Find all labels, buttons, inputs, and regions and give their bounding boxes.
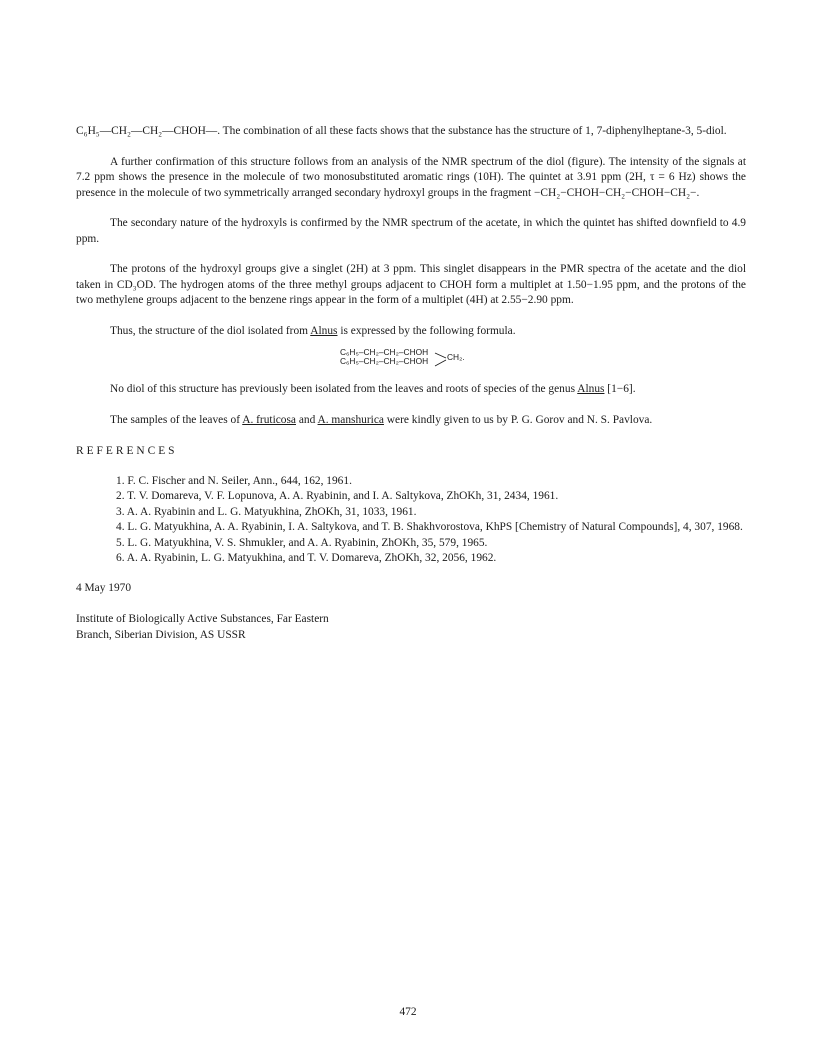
paragraph-nmr-analysis: A further confirmation of this structure follows from an analysis of the NMR spectrum of the diol (figure). The intensity of the signals at 7.2 ppm shows the presence in the molecule of two monosubstituted aromatic rings (10H). The quintet at 3.91 ppm (2H, τ = 6 Hz) shows the presence in the molecule of two symmetrically arranged secondary hydroxyl groups in the fragment −CH₂−CHOH−CH₂−CHOH−CH₂−. — [76, 155, 746, 199]
species-a-manshurica: A. manshurica — [317, 413, 384, 426]
ack-text-1: The samples of the leaves of — [110, 413, 243, 426]
article-body — [76, 124, 746, 643]
reference-item: 3. A. A. Ryabinin and L. G. Matyukhina, ZhOKh, 31, 1033, 1961. — [116, 505, 417, 518]
formula-line-2: C₆H₅–CH₂–CH₂–CHOH — [340, 356, 429, 366]
formula-bridge-ch2: CH₂. — [447, 352, 465, 362]
bond-upper — [435, 353, 446, 358]
bond-lower — [435, 360, 446, 366]
paragraph-hydroxyl-protons: The protons of the hydroxyl groups give a singlet (2H) at 3 ppm. This singlet disappears in the PMR spectra of the acetate and the diol taken in CD₃OD. The hydrogen atoms of the three methyl groups adjacent to CHOH form a multiplet at 1.50−1.95 ppm, and the protons of the two methylene groups adjacent to the benzene rings appear in the form of a multiplet (4H) at 2.55−2.90 ppm. — [76, 263, 746, 306]
reference-item: 4. L. G. Matyukhina, A. A. Ryabinin, I. A. Saltykova, and T. B. Shakhvorostova, KhPS [Chemistry of Natural Compounds], 4, 307, 1968. — [116, 521, 743, 533]
formula-intro-text-before: Thus, the structure of the diol isolated from — [110, 324, 311, 337]
structural-formula — [340, 348, 490, 376]
paragraph-acknowledgement — [76, 413, 746, 429]
reference-item: 2. T. V. Domareva, V. F. Lopunova, A. A. Ryabinin, and I. A. Saltykova, ZhOKh, 31, 2434, 1961. — [116, 490, 559, 502]
formula-intro-text-after: is expressed by the following formula. — [337, 324, 516, 337]
page-number: 472 — [399, 1006, 417, 1018]
reference-item: 5. L. G. Matyukhina, V. S. Shmukler, and A. A. Ryabinin, ZhOKh, 35, 579, 1965. — [116, 536, 488, 549]
reference-item: 1. F. C. Fischer and N. Seiler, Ann., 644, 162, 1961. — [116, 474, 352, 487]
genus-name-alnus-2: Alnus — [577, 383, 605, 395]
references-heading: REFERENCES — [76, 445, 178, 457]
reference-item: 6. A. A. Ryabinin, L. G. Matyukhina, and T. V. Domareva, ZhOKh, 32, 2056, 1962. — [116, 552, 497, 564]
species-a-fruticosa: A. fruticosa — [242, 413, 296, 426]
affiliation-line-1: Institute of Biologically Active Substances, Far Eastern — [76, 613, 329, 625]
reference-list — [76, 474, 746, 567]
paragraph-structure-summary: C₆H₅—CH₂—CH₂—CHOH—. The combination of all these facts shows that the substance has the structure of 1, 7-diphenylheptane-3, 5-diol. — [76, 125, 727, 137]
genus-name-alnus: Alnus — [310, 324, 338, 337]
paragraph-formula-intro — [76, 324, 746, 340]
received-date: 4 May 1970 — [76, 581, 132, 594]
ack-text-3: were kindly given to us by P. G. Gorov and N. S. Pavlova. — [383, 413, 653, 426]
isolation-text-after: [1−6]. — [604, 383, 636, 395]
paragraph-acetate: The secondary nature of the hydroxyls is confirmed by the NMR spectrum of the acetate, in which the quintet has shifted downfield to 4.9 ppm. — [76, 217, 746, 245]
ack-text-2: and — [296, 413, 318, 426]
isolation-text-before: No diol of this structure has previously been isolated from the leaves and roots of species of the genus — [110, 383, 578, 395]
formula-line-1: C₆H₅–CH₂–CH₂–CHOH — [340, 347, 429, 357]
formula-bridge-bonds — [340, 348, 490, 376]
affiliation-line-2: Branch, Siberian Division, AS USSR — [76, 628, 246, 641]
paragraph-no-previous-isolation — [76, 382, 746, 398]
